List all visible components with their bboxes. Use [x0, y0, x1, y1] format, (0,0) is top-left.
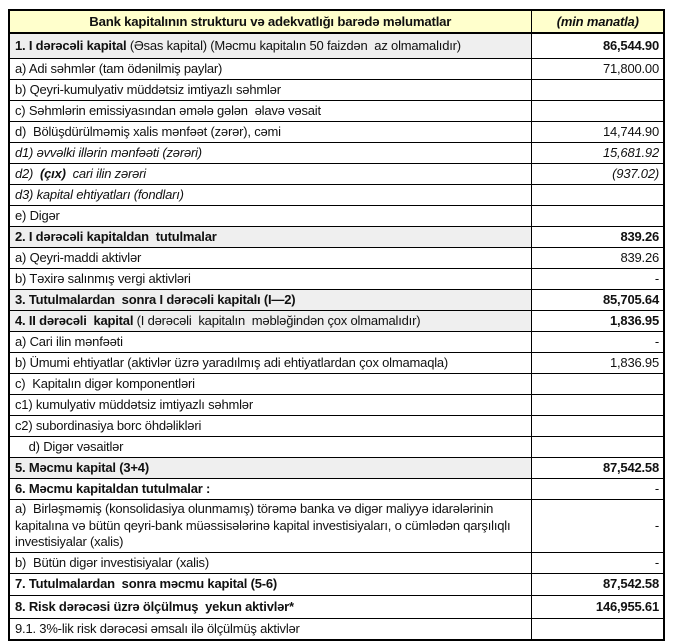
label-segment: 2. I dərəcəli kapitaldan tutulmalar [15, 229, 217, 245]
row-value [531, 437, 664, 458]
table-row [9, 269, 664, 290]
row-label [9, 437, 531, 458]
row-value: 15,681.92 [531, 143, 664, 164]
label-segment: b) Ümumi ehtiyatlar (aktivlər üzrə yaradılmış adi ehtiyatlardan çox olmamaqla) [15, 355, 449, 371]
label-segment: 8. Risk dərəcəsi üzrə ölçülmuş yekun aktivlər* [15, 598, 294, 614]
row-value: 14,744.90 [531, 122, 664, 143]
row-value: - [531, 500, 664, 553]
label-segment: d) Bölüşdürülməmiş xalis mənfəət (zərər), cəmi [15, 124, 281, 140]
row-label [9, 33, 531, 59]
label-segment: 6. Məcmu kapitaldan tutulmalar : [15, 481, 211, 497]
table-row [9, 552, 664, 573]
table-row [9, 573, 664, 595]
row-value [531, 374, 664, 395]
label-segment: d2) [15, 166, 41, 182]
table-row [9, 185, 664, 206]
label-segment: a) Birləşməmiş (konsolidasiya olunmamış) törəmə banka və digər maliyyə idarələrinin kapitalına və bütün qeyri-bank müəssisələrinə kapital investisiyaları, o cümlədən qarşılıqlı investisiyalar (xalis) [15, 501, 514, 549]
row-value: - [531, 332, 664, 353]
row-value [531, 395, 664, 416]
row-value: 839.26 [531, 248, 664, 269]
table-row [9, 618, 664, 640]
row-value: 1,836.95 [531, 311, 664, 332]
label-segment: a) Qeyri-maddi aktivlər [15, 250, 142, 266]
row-label [9, 458, 531, 479]
row-label [9, 395, 531, 416]
label-segment: d) Digər vəsaitlər [15, 439, 124, 455]
row-label [9, 206, 531, 227]
label-segment: b) Qeyri-kumulyativ müddətsiz imtiyazlı səhmlər [15, 82, 281, 98]
label-segment: 5. Məcmu kapital (3+4) [15, 460, 149, 476]
row-label [9, 552, 531, 573]
row-label [9, 248, 531, 269]
row-value [531, 80, 664, 101]
table-body [9, 10, 664, 640]
table-row [9, 353, 664, 374]
table-title [9, 10, 531, 33]
label-segment: cari ilin zərəri [65, 166, 146, 182]
table-row [9, 101, 664, 122]
table-row [9, 80, 664, 101]
row-label [9, 332, 531, 353]
label-segment: (çıx) [40, 166, 66, 182]
row-label [9, 416, 531, 437]
table-row [9, 290, 664, 311]
row-value: 85,705.64 [531, 290, 664, 311]
row-value: 839.26 [531, 227, 664, 248]
row-value: 71,800.00 [531, 59, 664, 80]
label-segment: b) Bütün digər investisiyalar (xalis) [15, 554, 209, 570]
table-row [9, 458, 664, 479]
row-value [531, 185, 664, 206]
label-segment: c1) kumulyativ müddətsiz imtiyazlı səhmlər [15, 397, 253, 413]
row-label [9, 59, 531, 80]
row-label [9, 122, 531, 143]
row-label [9, 185, 531, 206]
label-segment: d1) əvvəlki illərin mənfəəti (zərəri) [15, 145, 202, 161]
table-row [9, 332, 664, 353]
row-label [9, 143, 531, 164]
label-segment: 1. I dərəcəli kapital [15, 38, 127, 54]
label-segment: c2) subordinasiya borc öhdəlikləri [15, 418, 202, 434]
unit-note: (min manatla) [531, 10, 664, 33]
label-segment: c) Səhmlərin emissiyasından əmələ gələn əlavə vəsait [15, 103, 321, 119]
row-label [9, 353, 531, 374]
label-segment: c) Kapitalın digər komponentləri [15, 376, 195, 392]
row-value [531, 618, 664, 640]
row-value: 87,542.58 [531, 458, 664, 479]
table-row [9, 248, 664, 269]
label-segment: 9.1. 3%-lik risk dərəcəsi əmsalı ilə ölçülmüş aktivlər [15, 620, 300, 636]
table-row [9, 206, 664, 227]
row-label [9, 269, 531, 290]
table-header-row [9, 10, 664, 33]
row-value: 1,836.95 [531, 353, 664, 374]
row-label [9, 227, 531, 248]
capital-structure-table [8, 9, 665, 641]
row-label [9, 479, 531, 500]
row-label [9, 290, 531, 311]
table-row [9, 33, 664, 59]
table-row [9, 143, 664, 164]
row-label [9, 595, 531, 618]
table-row [9, 311, 664, 332]
label-segment: (Əsas kapital) (Məcmu kapitalın 50 faizdən az olmamalıdır) [126, 38, 461, 54]
row-label [9, 311, 531, 332]
label-segment: b) Təxirə salınmış vergi aktivləri [15, 271, 191, 287]
table-row [9, 437, 664, 458]
row-label [9, 374, 531, 395]
row-value: - [531, 269, 664, 290]
row-value: - [531, 479, 664, 500]
label-segment: a) Adi səhmlər (tam ödənilmiş paylar) [15, 61, 223, 77]
row-value: 86,544.90 [531, 33, 664, 59]
label-segment: 3. Tutulmalardan sonra I dərəcəli kapitalı (I—2) [15, 292, 296, 308]
table-row [9, 595, 664, 618]
row-label [9, 618, 531, 640]
row-value [531, 101, 664, 122]
row-label [9, 164, 531, 185]
table-row [9, 122, 664, 143]
table-row [9, 227, 664, 248]
row-label [9, 573, 531, 595]
table-row [9, 164, 664, 185]
table-row [9, 500, 664, 553]
row-value [531, 416, 664, 437]
label-segment: e) Digər [15, 208, 60, 224]
table-row [9, 374, 664, 395]
label-segment: 7. Tutulmalardan sonra məcmu kapital (5-6) [15, 576, 278, 592]
label-segment: d3) kapital ehtiyatları (fondları) [15, 187, 184, 203]
label-segment: 4. II dərəcəli kapital [15, 313, 134, 329]
row-label [9, 500, 531, 553]
table-row [9, 416, 664, 437]
table-row [9, 59, 664, 80]
row-label [9, 101, 531, 122]
row-value: 146,955.61 [531, 595, 664, 618]
row-value [531, 206, 664, 227]
row-label [9, 80, 531, 101]
label-segment: a) Cari ilin mənfəəti [15, 334, 123, 350]
table-row [9, 395, 664, 416]
row-value: 87,542.58 [531, 573, 664, 595]
row-value: (937.02) [531, 164, 664, 185]
row-value: - [531, 552, 664, 573]
label-segment: (I dərəcəli kapitalın məbləğindən çox olmamalıdır) [133, 313, 421, 329]
table-row [9, 479, 664, 500]
table-title-text: Bank kapitalının strukturu və adekvatlığı barədə məlumatlar [89, 13, 452, 29]
